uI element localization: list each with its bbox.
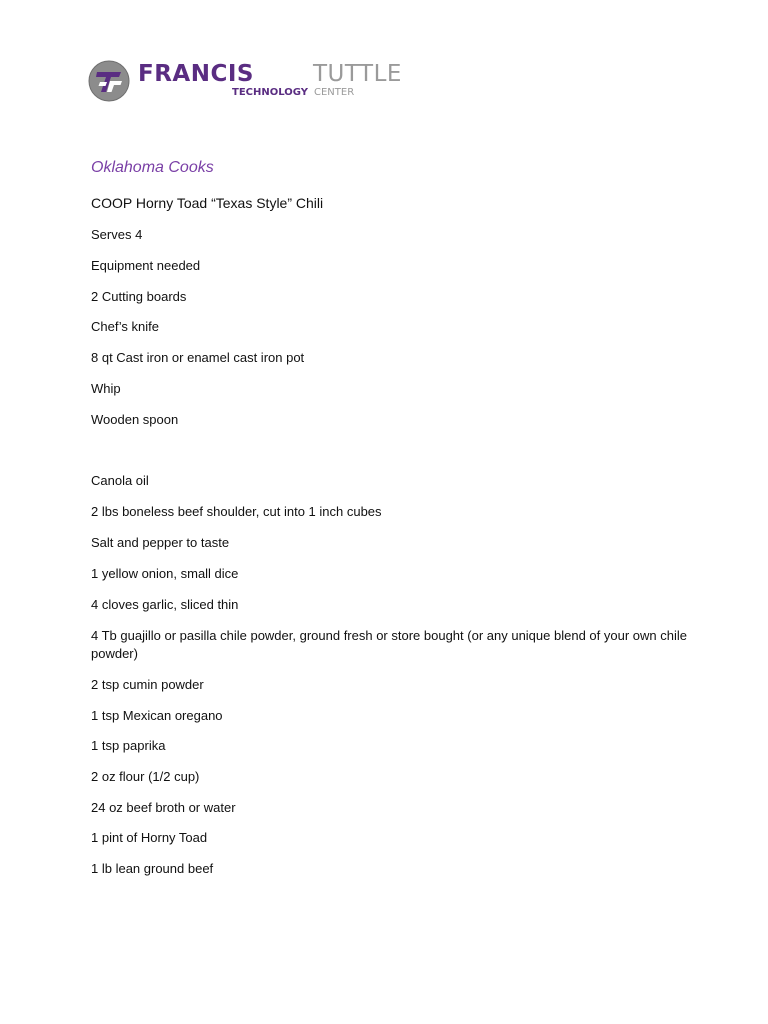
ingredient-item: 1 lb lean ground beef	[91, 861, 214, 876]
ingredient-item: 1 yellow onion, small dice	[91, 566, 239, 581]
ingredient-item: 4 Tb guajillo or pasilla chile powder, ground fresh or store bought (or any unique blend of your own chile powder)	[91, 628, 687, 661]
logo-word-tuttle: TUTTLE	[313, 61, 402, 87]
ingredient-item: Canola oil	[91, 473, 149, 488]
recipe-title: COOP Horny Toad “Texas Style” Chili	[91, 195, 324, 211]
equipment-item: 2 Cutting boards	[91, 289, 187, 304]
section-title: Oklahoma Cooks	[91, 159, 214, 176]
ingredient-item: 2 lbs boneless beef shoulder, cut into 1 inch cubes	[91, 504, 382, 519]
ingredient-item: Salt and pepper to taste	[91, 535, 230, 550]
francis-tuttle-emblem-icon	[88, 60, 130, 102]
equipment-item: Wooden spoon	[91, 412, 179, 427]
ingredient-item: 2 oz flour (1/2 cup)	[91, 769, 200, 784]
equipment-item: 8 qt Cast iron or enamel cast iron pot	[91, 350, 305, 365]
logo-word-francis: FRANCIS	[138, 61, 254, 87]
francis-tuttle-logo	[88, 58, 402, 104]
logo-sub-technology: TECHNOLOGY	[232, 87, 308, 98]
ingredient-item: 4 cloves garlic, sliced thin	[91, 597, 239, 612]
ingredient-item: 1 pint of Horny Toad	[91, 830, 208, 845]
equipment-heading: Equipment needed	[91, 258, 201, 273]
ingredient-item: 1 tsp Mexican oregano	[91, 708, 223, 723]
equipment-item: Chef’s knife	[91, 319, 159, 334]
logo-sub-center: CENTER	[314, 87, 355, 98]
ingredient-item: 2 tsp cumin powder	[91, 677, 204, 692]
ingredient-item: 1 tsp paprika	[91, 738, 166, 753]
equipment-item: Whip	[91, 381, 121, 396]
serves-text: Serves 4	[91, 227, 143, 242]
ingredient-item: 24 oz beef broth or water	[91, 800, 236, 815]
